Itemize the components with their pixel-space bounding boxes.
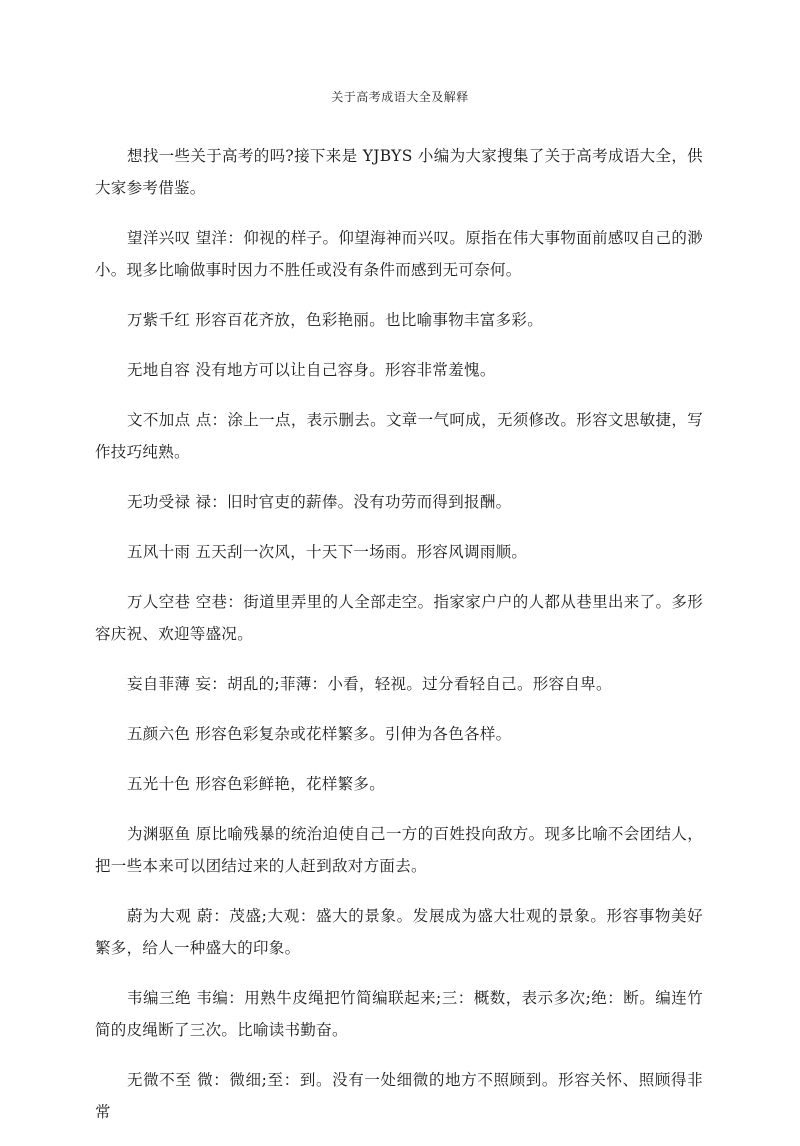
- paragraph-idiom: 万人空巷 空巷：街道里弄里的人全部走空。指家家户户的人都从巷里出来了。多形容庆祝、欢迎等盛况。: [95, 593, 703, 643]
- paragraph-intro: 想找一些关于高考的吗?接下来是 YJBYS 小编为大家搜集了关于高考成语大全，供大家参考借鉴。: [95, 147, 703, 197]
- paragraph-idiom: 五颜六色 形容色彩复杂或花样繁多。引伸为各色各样。: [127, 725, 512, 743]
- paragraph-idiom: 无地自容 没有地方可以让自己容身。形容非常羞愧。: [127, 361, 496, 379]
- paragraph-idiom: 五光十色 形容色彩鲜艳，花样繁多。: [127, 775, 386, 793]
- document-title: 关于高考成语大全及解释: [331, 90, 469, 104]
- paragraph-idiom: 五风十雨 五天刮一次风，十天下一场雨。形容风调雨顺。: [127, 543, 528, 561]
- paragraph-idiom: 妄自菲薄 妄：胡乱的;菲薄：小看，轻视。过分看轻自己。形容自卑。: [127, 675, 612, 693]
- paragraph-idiom: 万紫千红 形容百花齐放，色彩艳丽。也比喻事物丰富多彩。: [127, 311, 544, 329]
- paragraph-idiom: 蔚为大观 蔚：茂盛;大观：盛大的景象。发展成为盛大壮观的景象。形容事物美好繁多，给人一种盛大的印象。: [95, 907, 703, 957]
- document-body: [95, 140, 703, 1146]
- paragraph-idiom: 无微不至 微：微细;至：到。没有一处细微的地方不照顾到。形容关怀、照顾得非常: [95, 1071, 703, 1121]
- paragraph-idiom: 文不加点 点：涂上一点，表示删去。文章一气呵成，无须修改。形容文思敏捷，写作技巧纯熟。: [95, 411, 703, 461]
- paragraph-idiom: 望洋兴叹 望洋：仰视的样子。仰望海神而兴叹。原指在伟大事物面前感叹自己的渺小。现多比喻做事时因力不胜任或没有条件而感到无可奈何。: [95, 229, 703, 279]
- paragraph-idiom: 为渊驱鱼 原比喻残暴的统治迫使自己一方的百姓投向敌方。现多比喻不会团结人，把一些本来可以团结过来的人赶到敌对方面去。: [95, 825, 703, 875]
- paragraph-idiom: 无功受禄 禄：旧时官吏的薪俸。没有功劳而得到报酬。: [127, 493, 512, 511]
- paragraph-idiom: 韦编三绝 韦编：用熟牛皮绳把竹简编联起来;三：概数，表示多次;绝：断。编连竹简的皮绳断了三次。比喻读书勤奋。: [95, 989, 703, 1039]
